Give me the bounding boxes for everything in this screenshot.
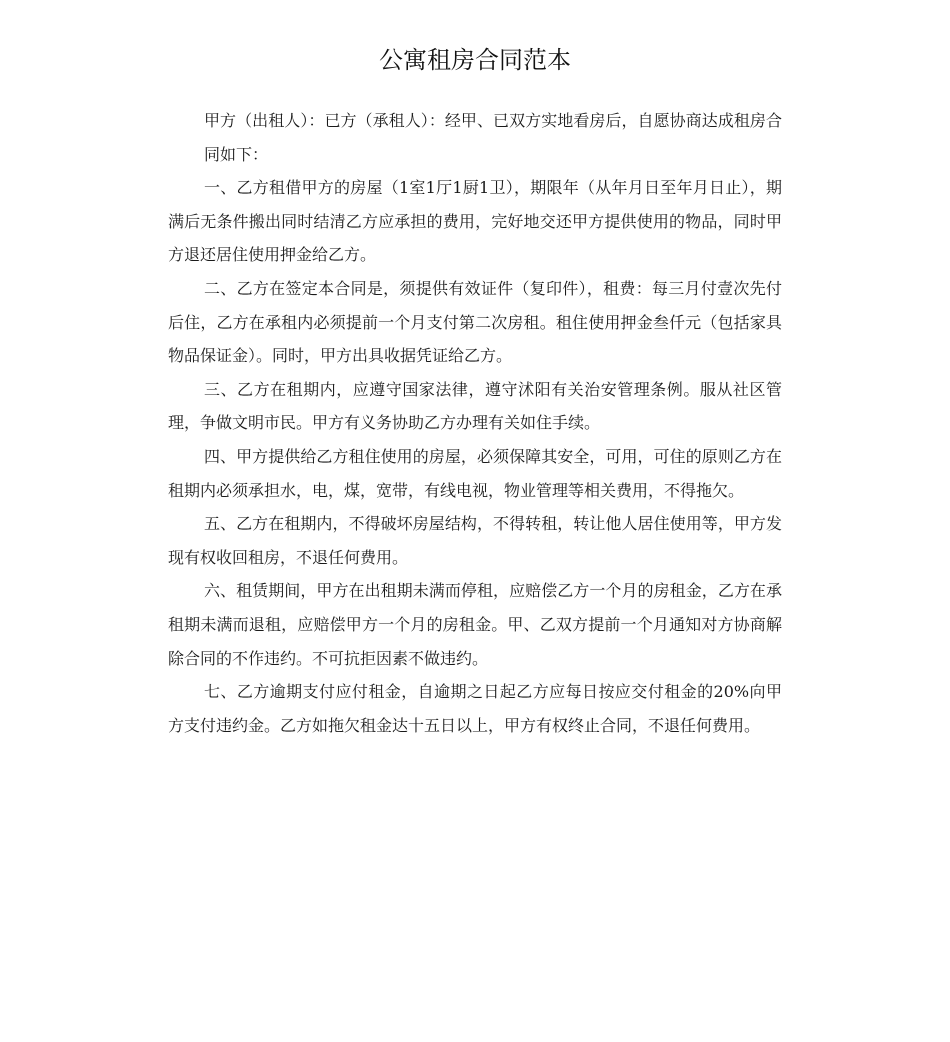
clause-3: 三、乙方在租期内，应遵守国家法律，遵守沭阳有关治安管理条例。服从社区管理，争做文明市民。甲方有义务协助乙方办理有关如住手续。: [168, 379, 782, 433]
clause-5: 五、乙方在租期内，不得破坏房屋结构，不得转租，转让他人居住使用等，甲方发现有权收回租房，不退任何费用。: [168, 514, 782, 567]
clause-7: 七、乙方逾期支付应付租金，自逾期之日起乙方应每日按应交付租金的20%向甲方支付违约金。乙方如拖欠租金达十五日以上，甲方有权终止合同，不退任何费用。: [168, 682, 782, 735]
clause-6: 六、租赁期间，甲方在出租期未满而停租，应赔偿乙方一个月的房租金，乙方在承租期未满而退租，应赔偿甲方一个月的房租金。甲、乙双方提前一个月通知对方协商解除合同的不作违约。不可抗拒因素不做违约。: [168, 581, 782, 668]
document-title: 公寓租房合同范本: [379, 46, 571, 74]
document-body: [168, 104, 782, 742]
intro-paragraph: 甲方（出租人）：已方（承租人）：经甲、已双方实地看房后，自愿协商达成租房合同如下：: [204, 111, 782, 164]
clause-4: 四、甲方提供给乙方租住使用的房屋，必须保障其安全，可用，可住的原则乙方在租期内必须承担水，电，煤，宽带，有线电视，物业管理等相关费用，不得拖欠。: [168, 446, 782, 500]
clause-2: 二、乙方在签定本合同是，须提供有效证件（复印件），租费：每三月付壹次先付后住，乙方在承租内必须提前一个月支付第二次房租。租住使用押金叁仟元（包括家具物品保证金）。同时，甲方出具收据凭证给乙方。: [168, 278, 782, 366]
clause-1: 一、乙方租借甲方的房屋（1室1厅1厨1卫），期限年（从年月日至年月日止），期满后无条件搬出同时结清乙方应承担的费用，完好地交还甲方提供使用的物品，同时甲方退还居住使用押金给乙方。: [168, 178, 782, 265]
